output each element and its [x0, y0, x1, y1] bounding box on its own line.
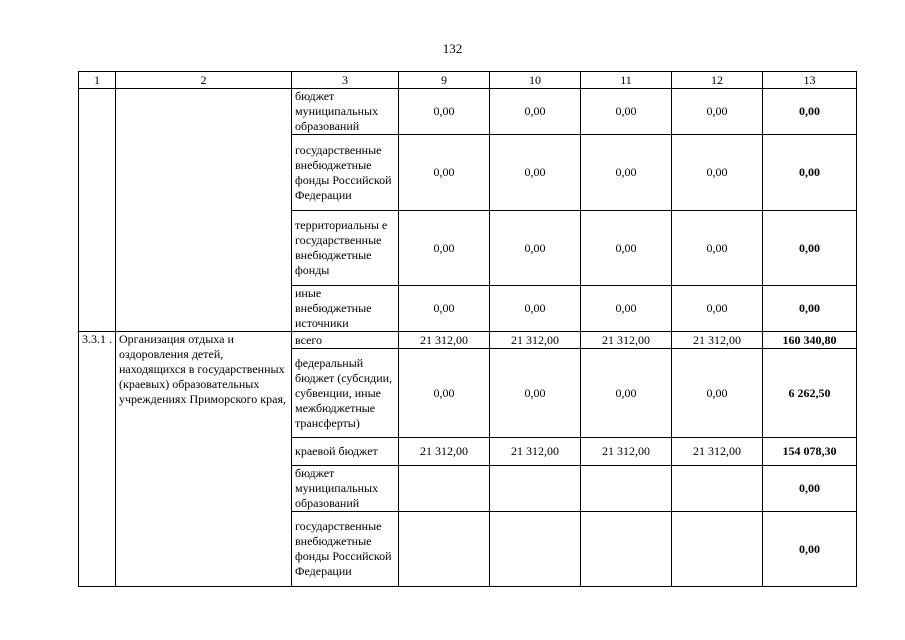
value-cell: 0,00 — [399, 286, 490, 332]
source-cell: бюджет муниципальных образований — [292, 89, 399, 135]
value-cell: 0,00 — [399, 349, 490, 438]
value-cell: 21 312,00 — [490, 332, 581, 349]
value-cell: 21 312,00 — [672, 332, 763, 349]
value-cell: 0,00 — [399, 135, 490, 211]
header-cell: 1 — [79, 72, 116, 89]
header-row — [79, 72, 857, 89]
value-cell: 0,00 — [399, 89, 490, 135]
source-cell: бюджет муниципальных образований — [292, 466, 399, 512]
budget-table — [78, 71, 857, 587]
header-cell: 11 — [581, 72, 672, 89]
value-cell: 0,00 — [581, 286, 672, 332]
total-cell: 0,00 — [763, 512, 857, 587]
value-cell: 0,00 — [581, 135, 672, 211]
total-cell: 154 078,30 — [763, 438, 857, 466]
value-cell — [490, 512, 581, 587]
value-cell: 0,00 — [581, 349, 672, 438]
value-cell: 0,00 — [672, 211, 763, 286]
source-cell: государственные внебюджетные фонды Российской Федерации — [292, 135, 399, 211]
table-row — [79, 332, 857, 349]
header-cell: 3 — [292, 72, 399, 89]
value-cell — [581, 466, 672, 512]
value-cell — [672, 512, 763, 587]
value-cell: 21 312,00 — [581, 332, 672, 349]
header-cell: 12 — [672, 72, 763, 89]
source-cell: федеральный бюджет (субсидии, субвенции, иные межбюджетные трансферты) — [292, 349, 399, 438]
value-cell: 0,00 — [672, 135, 763, 211]
table-row — [79, 89, 857, 135]
value-cell — [672, 466, 763, 512]
value-cell: 0,00 — [672, 286, 763, 332]
value-cell: 21 312,00 — [672, 438, 763, 466]
total-cell: 0,00 — [763, 211, 857, 286]
total-cell: 0,00 — [763, 135, 857, 211]
page-number: 132 — [442, 41, 463, 56]
source-cell: иные внебюджетные источники — [292, 286, 399, 332]
value-cell: 21 312,00 — [399, 438, 490, 466]
total-cell: 160 340,80 — [763, 332, 857, 349]
total-cell: 0,00 — [763, 286, 857, 332]
value-cell: 21 312,00 — [490, 438, 581, 466]
item-number-cell — [79, 89, 116, 332]
value-cell: 0,00 — [490, 211, 581, 286]
value-cell — [581, 512, 672, 587]
value-cell: 0,00 — [490, 349, 581, 438]
value-cell: 21 312,00 — [399, 332, 490, 349]
value-cell: 0,00 — [399, 211, 490, 286]
value-cell — [490, 466, 581, 512]
value-cell: 0,00 — [581, 211, 672, 286]
header-cell: 13 — [763, 72, 857, 89]
header-cell: 10 — [490, 72, 581, 89]
item-number-cell: 3.3.1 . — [79, 332, 116, 587]
source-cell: всего — [292, 332, 399, 349]
value-cell — [399, 466, 490, 512]
source-cell: государственные внебюджетные фонды Российской Федерации — [292, 512, 399, 587]
source-cell: краевой бюджет — [292, 438, 399, 466]
item-name-cell — [116, 89, 292, 332]
total-cell: 0,00 — [763, 466, 857, 512]
value-cell: 0,00 — [581, 89, 672, 135]
value-cell: 0,00 — [490, 89, 581, 135]
value-cell: 0,00 — [490, 135, 581, 211]
value-cell: 0,00 — [672, 89, 763, 135]
value-cell — [399, 512, 490, 587]
item-name-cell: Организация отдыха и оздоровления детей, находящихся в государственных (краевых) образовательных учреждениях Приморского края, — [116, 332, 292, 587]
value-cell: 0,00 — [672, 349, 763, 438]
header-cell: 2 — [116, 72, 292, 89]
value-cell: 0,00 — [490, 286, 581, 332]
total-cell: 6 262,50 — [763, 349, 857, 438]
source-cell: территориальны е государственные внебюджетные фонды — [292, 211, 399, 286]
value-cell: 21 312,00 — [581, 438, 672, 466]
header-cell: 9 — [399, 72, 490, 89]
total-cell: 0,00 — [763, 89, 857, 135]
